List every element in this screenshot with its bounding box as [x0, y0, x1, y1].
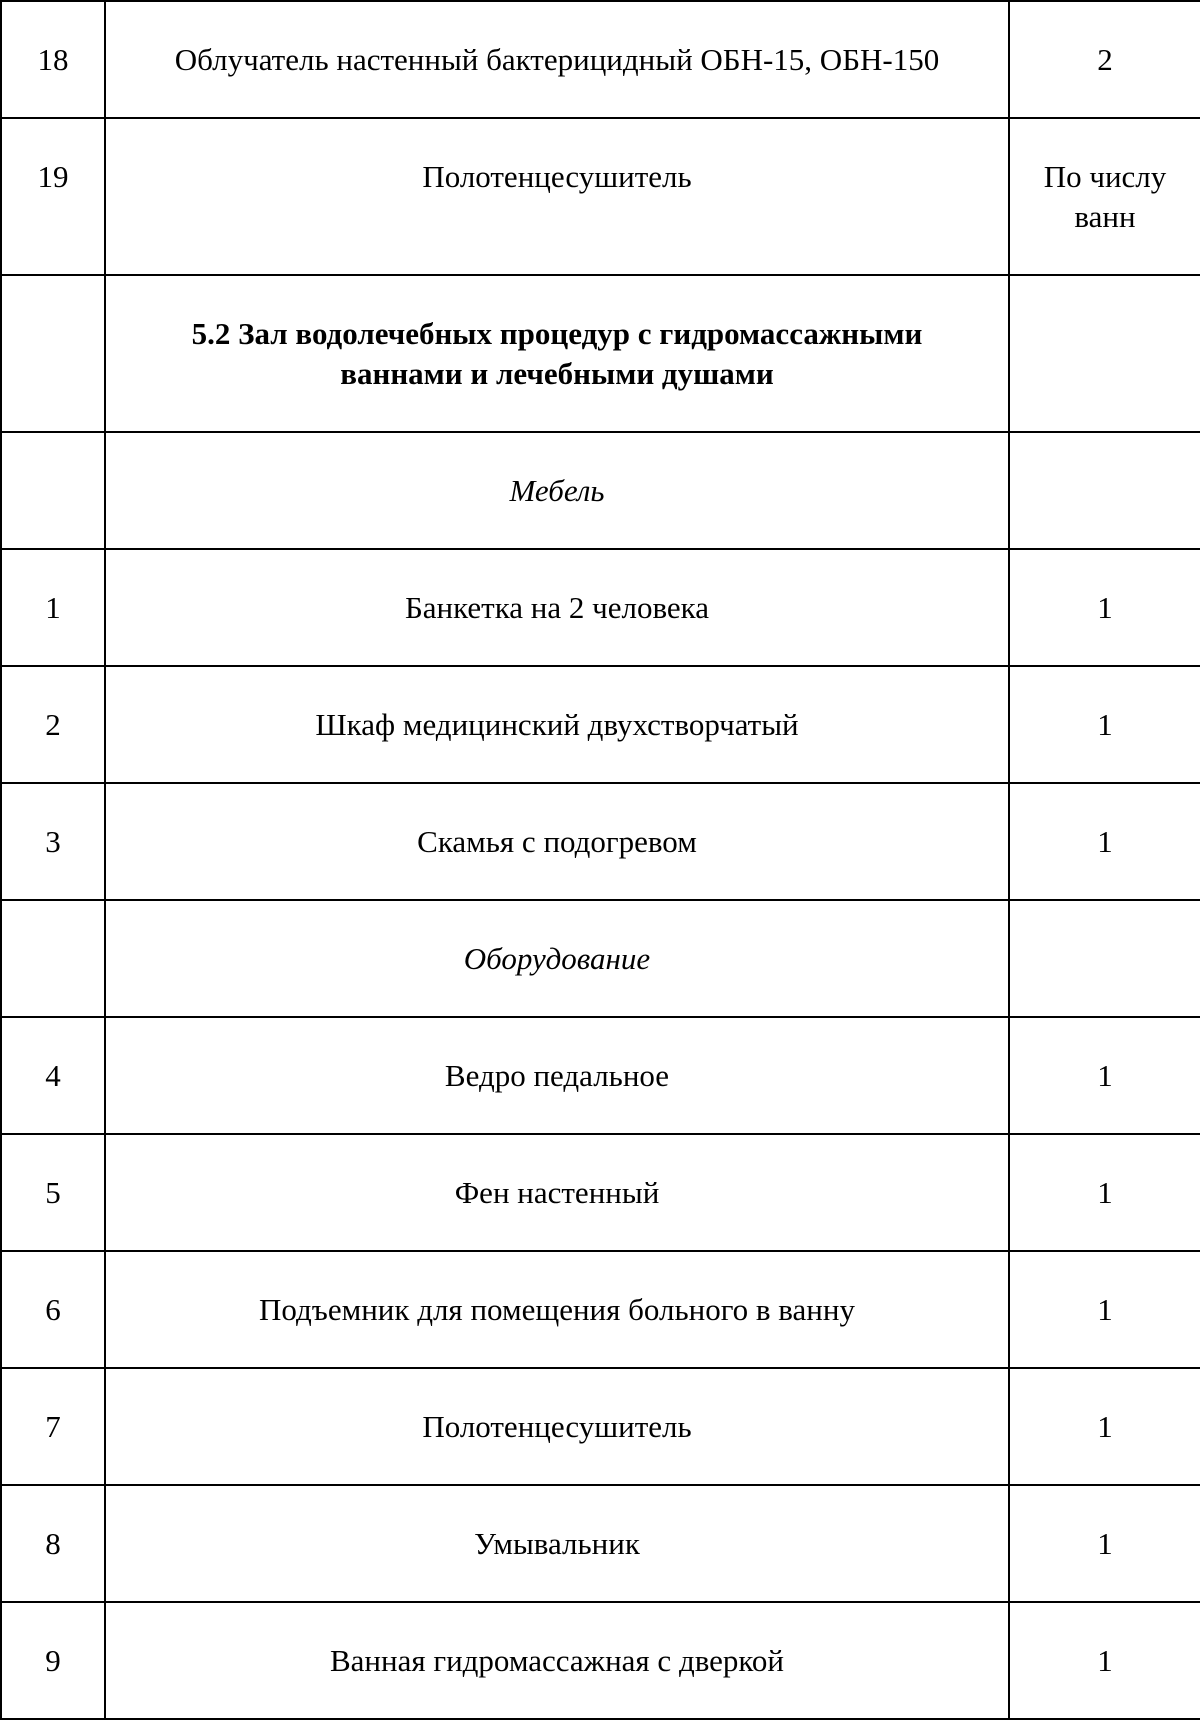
quantity-cell: 1 — [1009, 666, 1200, 783]
quantity-cell — [1009, 900, 1200, 1017]
quantity-cell: 2 — [1009, 1, 1200, 118]
quantity-cell: 1 — [1009, 1251, 1200, 1368]
category-label-cell: Мебель — [105, 432, 1009, 549]
quantity-cell — [1009, 432, 1200, 549]
item-name-cell: Подъемник для помещения больного в ванну — [105, 1251, 1009, 1368]
quantity-cell — [1009, 275, 1200, 432]
row-number-cell: 19 — [1, 118, 105, 275]
table-row — [1, 1368, 1200, 1485]
row-number-cell — [1, 275, 105, 432]
table-row — [1, 1485, 1200, 1602]
quantity-cell: 1 — [1009, 1368, 1200, 1485]
item-name-cell: Полотенцесушитель — [105, 1368, 1009, 1485]
item-name-cell: Фен настенный — [105, 1134, 1009, 1251]
row-number-cell: 1 — [1, 549, 105, 666]
section-title-cell: 5.2 Зал водолечебных процедур с гидромассажными ваннами и лечебными душами — [105, 275, 1009, 432]
table-row — [1, 1251, 1200, 1368]
row-number-cell: 9 — [1, 1602, 105, 1719]
table-row — [1, 666, 1200, 783]
table-row — [1, 1, 1200, 118]
table-row — [1, 1017, 1200, 1134]
category-label-cell: Оборудование — [105, 900, 1009, 1017]
section-row — [1, 275, 1200, 432]
category-row — [1, 432, 1200, 549]
item-name-cell: Умывальник — [105, 1485, 1009, 1602]
quantity-cell: 1 — [1009, 1017, 1200, 1134]
table-row — [1, 1134, 1200, 1251]
table-row — [1, 783, 1200, 900]
table-row — [1, 1602, 1200, 1719]
row-number-cell: 8 — [1, 1485, 105, 1602]
item-name-cell: Банкетка на 2 человека — [105, 549, 1009, 666]
quantity-cell: 1 — [1009, 783, 1200, 900]
row-number-cell: 3 — [1, 783, 105, 900]
item-name-cell: Ведро педальное — [105, 1017, 1009, 1134]
quantity-cell: 1 — [1009, 1602, 1200, 1719]
item-name-cell: Облучатель настенный бактерицидный ОБН-15, ОБН-150 — [105, 1, 1009, 118]
category-row — [1, 900, 1200, 1017]
row-number-cell: 4 — [1, 1017, 105, 1134]
row-number-cell: 6 — [1, 1251, 105, 1368]
item-name-cell: Полотенцесушитель — [105, 118, 1009, 275]
row-number-cell — [1, 432, 105, 549]
row-number-cell: 5 — [1, 1134, 105, 1251]
row-number-cell: 18 — [1, 1, 105, 118]
item-name-cell: Ванная гидромассажная с дверкой — [105, 1602, 1009, 1719]
row-number-cell: 7 — [1, 1368, 105, 1485]
row-number-cell — [1, 900, 105, 1017]
quantity-cell: По числу ванн — [1009, 118, 1200, 275]
table-row — [1, 549, 1200, 666]
item-name-cell: Шкаф медицинский двухстворчатый — [105, 666, 1009, 783]
quantity-cell: 1 — [1009, 549, 1200, 666]
item-name-cell: Скамья с подогревом — [105, 783, 1009, 900]
quantity-cell: 1 — [1009, 1134, 1200, 1251]
quantity-cell: 1 — [1009, 1485, 1200, 1602]
table-row — [1, 118, 1200, 275]
row-number-cell: 2 — [1, 666, 105, 783]
